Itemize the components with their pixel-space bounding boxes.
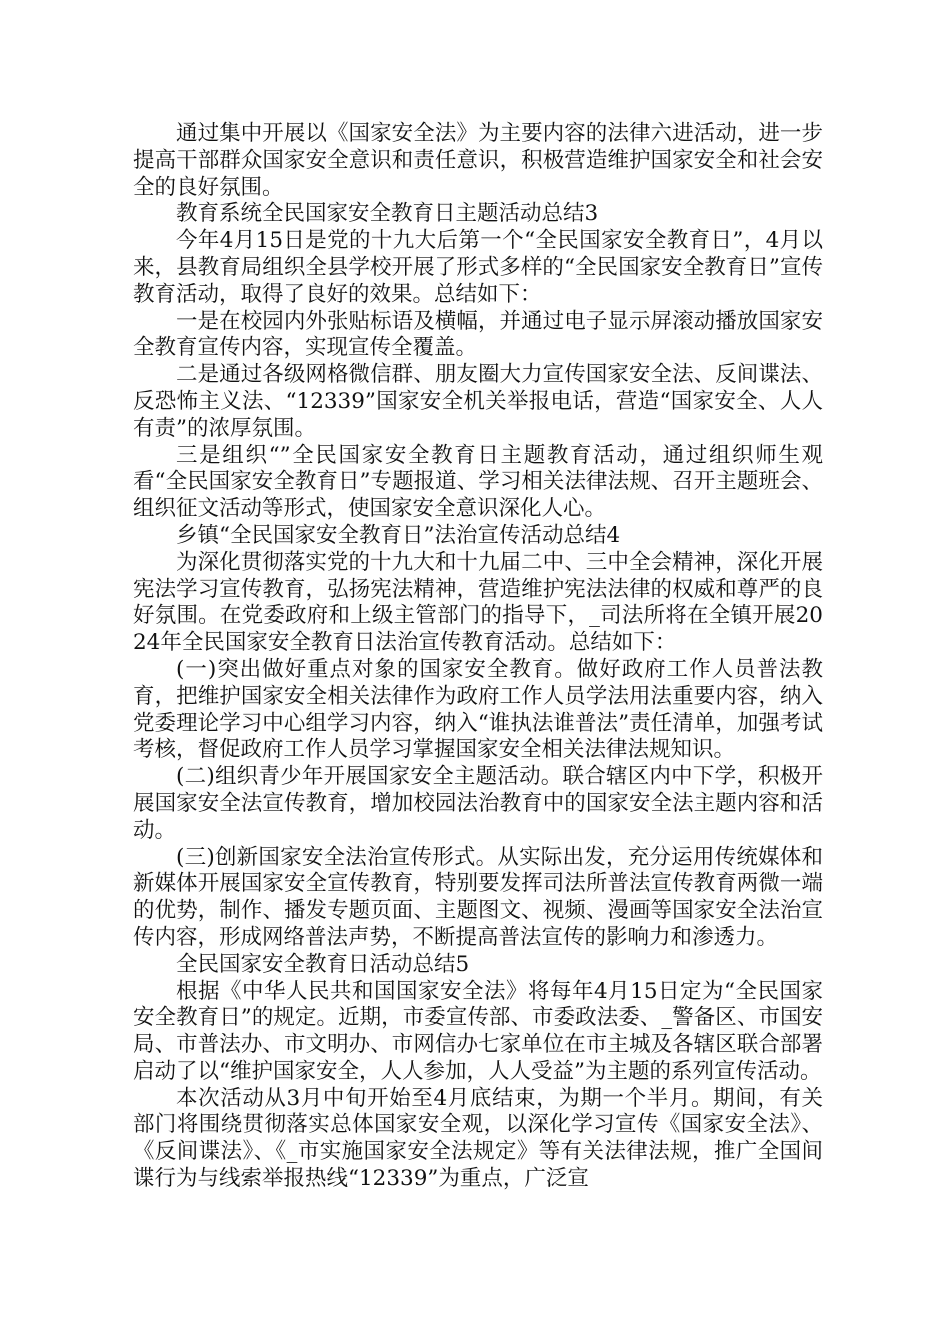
paragraph-national-security-law: 根据《中华人民共和国国家安全法》将每年4月15日定为“全民国家安全教育日”的规定。近期，市委宣传部、市委政法委、_警备区、市国安局、市普法办、市文明办、市网信办七家单位在市主城及各辖区联合部署启动了以“维护国家安全，人人参加，人人受益”为主题的系列宣传活动。 [133, 978, 823, 1084]
paragraph-constitution-intro: 为深化贯彻落实党的十九大和十九届二中、三中全会精神，深化开展宪法学习宣传教育，弘扬宪法精神，营造维护宪法法律的权威和尊严的良好氛围。在党委政府和上级主管部门的指导下，_司法所将在全镇开展2024年全民国家安全教育日法治宣传教育活动。总结如下： [133, 549, 823, 656]
section-heading-summary-4: 乡镇“全民国家安全教育日”法治宣传活动总结4 [176, 522, 621, 548]
section-heading-summary-5: 全民国家安全教育日活动总结5 [176, 951, 470, 977]
document-body [133, 121, 823, 1193]
paragraph-point-two: 二是通过各级网格微信群、朋友圈大力宣传国家安全法、反间谍法、反恐怖主义法、“12339”国家安全机关举报电话，营造“国家安全、人人有责”的浓厚氛围。 [133, 362, 823, 441]
paragraph-point-one: 一是在校园内外张贴标语及横幅，并通过电子显示屏滚动播放国家安全教育宣传内容，实现宣传全覆盖。 [133, 308, 823, 361]
paragraph-law-six-activities: 通过集中开展以《国家安全法》为主要内容的法律六进活动，进一步提高干部群众国家安全意识和责任意识，积极营造维护国家安全和社会安全的良好氛围。 [133, 121, 823, 200]
paragraph-item-two: (二)组织青少年开展国家安全主题活动。联合辖区内中下学，积极开展国家安全法宣传教育，增加校园法治教育中的国家安全法主题内容和活动。 [133, 764, 823, 843]
section-heading-summary-3: 教育系统全民国家安全教育日主题活动总结3 [176, 201, 599, 227]
paragraph-item-one: (一)突出做好重点对象的国家安全教育。做好政府工作人员普法教育，把维护国家安全相关法律作为政府工作人员学法用法重要内容，纳入党委理论学习中心组学习内容，纳入“谁执法谁普法”责任清单，加强考试考核，督促政府工作人员学习掌握国家安全相关法律法规知识。 [133, 656, 823, 763]
paragraph-april-15-intro: 今年4月15日是党的十九大后第一个“全民国家安全教育日”，4月以来，县教育局组织全县学校开展了形式多样的“全民国家安全教育日”宣传教育活动，取得了良好的效果。总结如下： [133, 228, 823, 307]
paragraph-point-three: 三是组织“”全民国家安全教育日主题教育活动，通过组织师生观看“全民国家安全教育日”专题报道、学习相关法律法规、召开主题班会、组织征文活动等形式，使国家安全意识深化人心。 [133, 442, 823, 522]
paragraph-activity-period: 本次活动从3月中旬开始至4月底结束，为期一个半月。期间，有关部门将围绕贯彻落实总体国家安全观，以深化学习宣传《国家安全法》、《反间谍法》、《_市实施国家安全法规定》等有关法律法规，推广全国间谍行为与线索举报热线“12339”为重点，广泛宣 [133, 1085, 823, 1192]
paragraph-item-three: (三)创新国家安全法治宣传形式。从实际出发，充分运用传统媒体和新媒体开展国家安全宣传教育，特别要发挥司法所普法宣传教育两微一端的优势，制作、播发专题页面、主题图文、视频、漫画等国家安全法治宣传内容，形成网络普法声势，不断提高普法宣传的影响力和渗透力。 [133, 844, 823, 950]
